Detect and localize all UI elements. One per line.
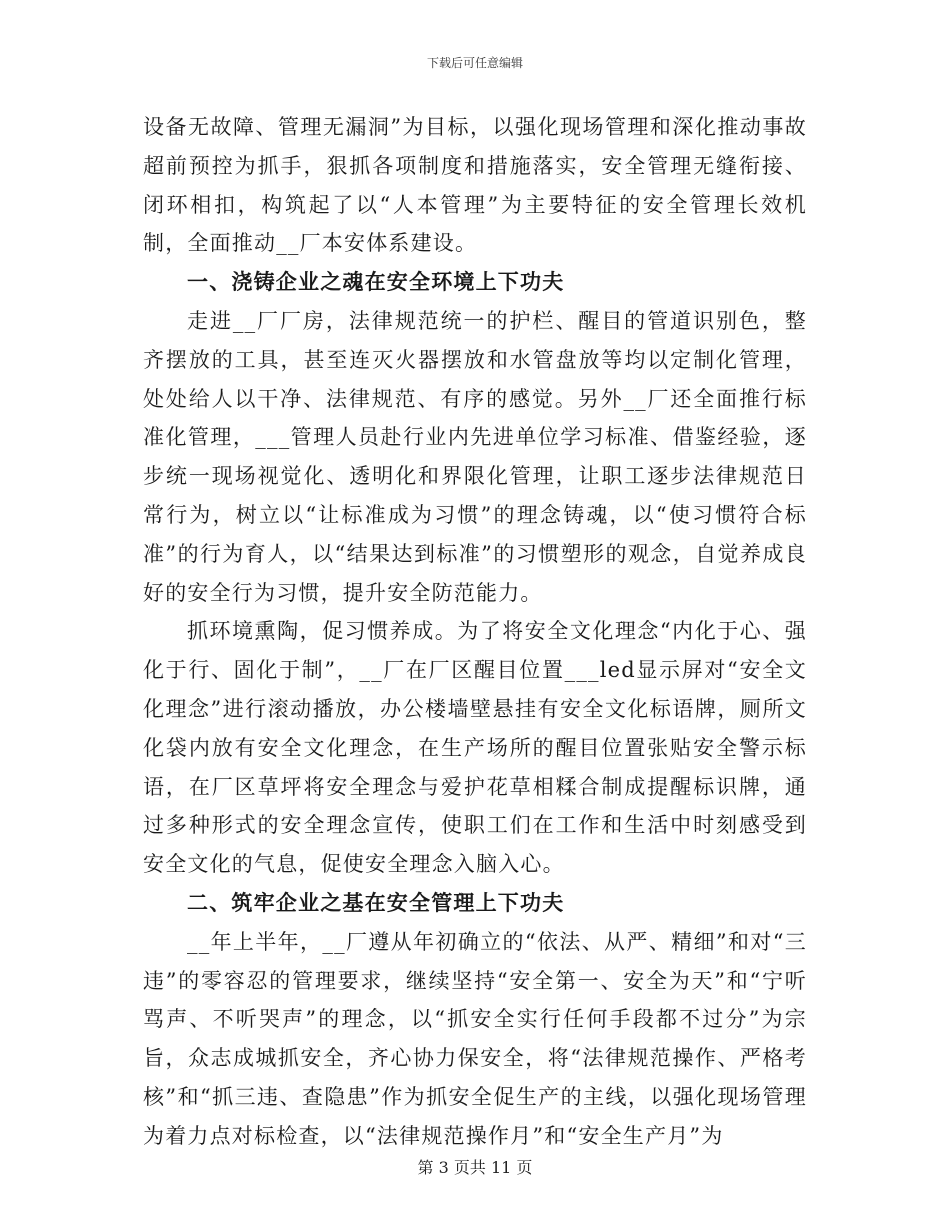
paragraph-environment: 走进__厂厂房，法律规范统一的护栏、醒目的管道识别色，整齐摆放的工具，甚至连灭火器摆放和水管盘放等均以定制化管理，处处给人以干净、法律规范、有序的感觉。另外__厂还全面推行标准化管理，___管理人员赴行业内先进单位学习标准、借鉴经验，逐步统一现场视觉化、透明化和界限化管理，让职工逐步法律规范日常行为，树立以“让标准成为习惯”的理念铸魂，以“使习惯符合标准”的行为育人，以“结果达到标准”的习惯塑形的观念，自觉养成良好的安全行为习惯，提升安全防范能力。 (143, 308, 807, 605)
section-heading-2: 二、筑牢企业之基在安全管理上下功夫 (187, 890, 565, 915)
paragraph-habits: 抓环境熏陶，促习惯养成。为了将安全文化理念“内化于心、强化于行、固化于制”，__厂在厂区醒目位置___led显示屏对“安全文化理念”进行滚动播放，办公楼墙壁悬挂有安全文化标语牌，厕所文化袋内放有安全文化理念，在生产场所的醒目位置张贴安全警示标语，在厂区草坪将安全理念与爱护花草相糅合制成提醒标识牌，通过多种形式的安全理念宣传，使职工们在工作和生活中时刻感受到安全文化的气息，促使安全理念入脑入心。 (143, 619, 807, 877)
page-footer: 第 3 页共 11 页 (417, 1158, 533, 1177)
paragraph-intro: 设备无故障、管理无漏洞”为目标，以强化现场管理和深化推动事故超前预控为抓手，狠抓各项制度和措施落实，安全管理无缝衔接、闭环相扣，构筑起了以“人本管理”为主要特征的安全管理长效机制，全面推动__厂本安体系建设。 (143, 115, 807, 256)
paragraph-management: __年上半年，__厂遵从年初确立的“依法、从严、精细”和对“三违”的零容忍的管理要求，继续坚持“安全第一、安全为天”和“宁听骂声、不听哭声”的理念，以“抓安全实行任何手段都不过分”为宗旨，众志成城抓安全，齐心协力保安全，将“法律规范操作、严格考核”和“抓三违、查隐患”作为抓安全促生产的主线，以强化现场管理为着力点对标检查，以“法律规范操作月”和“安全生产月”为 (143, 929, 807, 1148)
page-header: 下载后可任意编辑 (426, 56, 523, 70)
document-body (143, 108, 807, 1156)
section-heading-1: 一、浇铸企业之魂在安全环境上下功夫 (187, 270, 565, 295)
